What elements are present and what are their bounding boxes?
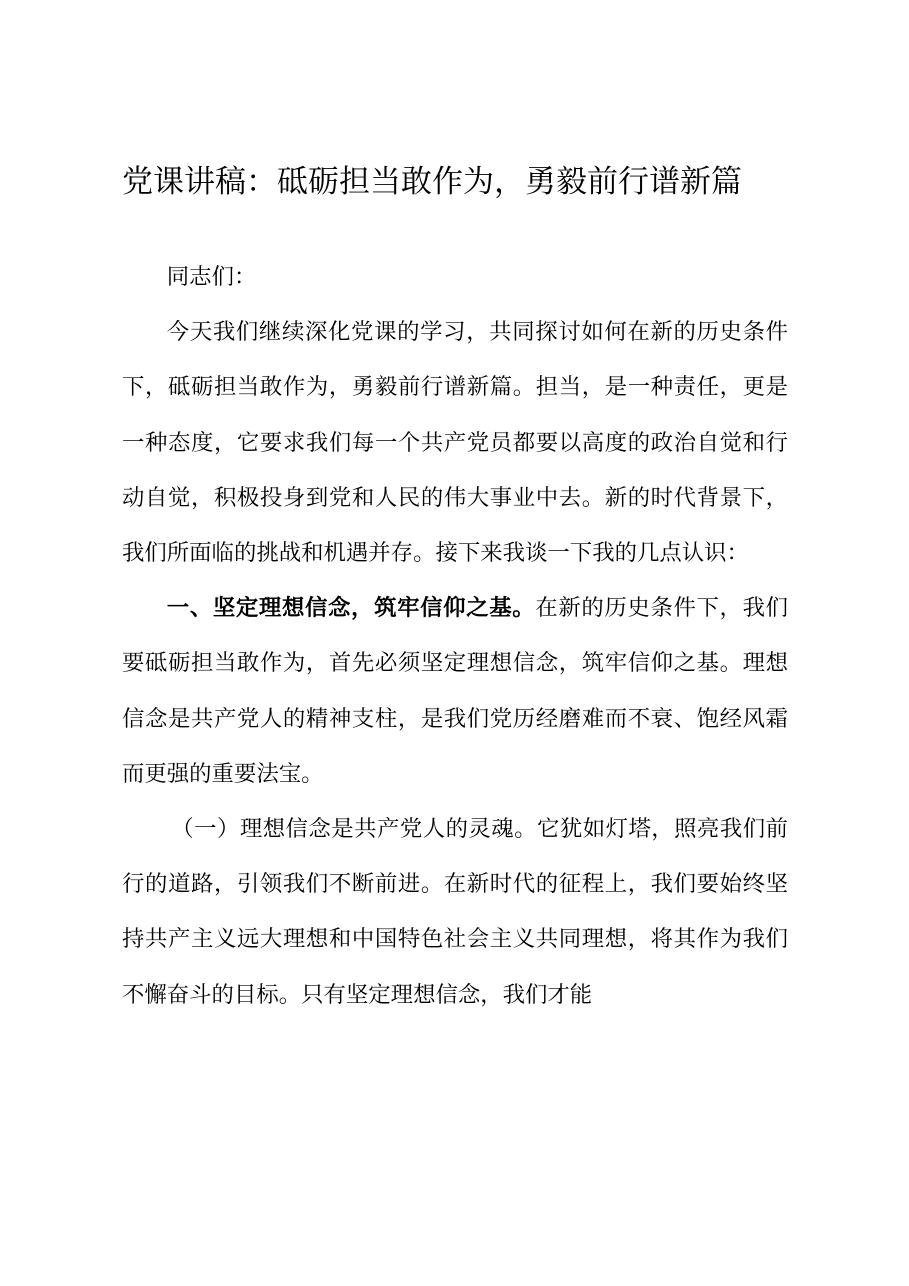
section-1-text: 在新的历史条件下，我们要砥砺担当敢作为，首先必须坚定理想信念，筑牢信仰之基。理想信念是共产党人的精神支柱，是我们党历经磨难而不衰、饱经风霜而更强的重要法宝。 — [122, 595, 788, 787]
document-body — [122, 250, 788, 1023]
section-1-paragraph — [122, 581, 788, 802]
section-1-heading: 一、坚定理想信念，筑牢信仰之基。 — [166, 595, 536, 622]
document-title: 党课讲稿：砥砺担当敢作为，勇毅前行谱新篇 — [122, 164, 742, 200]
subsection-1-paragraph: （一）理想信念是共产党人的灵魂。它犹如灯塔，照亮我们前行的道路，引领我们不断前进。在新时代的征程上，我们要始终坚持共产主义远大理想和中国特色社会主义共同理想，将其作为我们不懈奋斗的目标。只有坚定理想信念，我们才能 — [122, 816, 788, 1008]
greeting-paragraph: 同志们： — [166, 264, 257, 290]
intro-paragraph: 今天我们继续深化党课的学习，共同探讨如何在新的历史条件下，砥砺担当敢作为，勇毅前行谱新篇。担当，是一种责任，更是一种态度，它要求我们每一个共产党员都要以高度的政治自觉和行动自觉，积极投身到党和人民的伟大事业中去。新的时代背景下，我们所面临的挑战和机遇并存。接下来我谈一下我的几点认识： — [122, 319, 788, 567]
